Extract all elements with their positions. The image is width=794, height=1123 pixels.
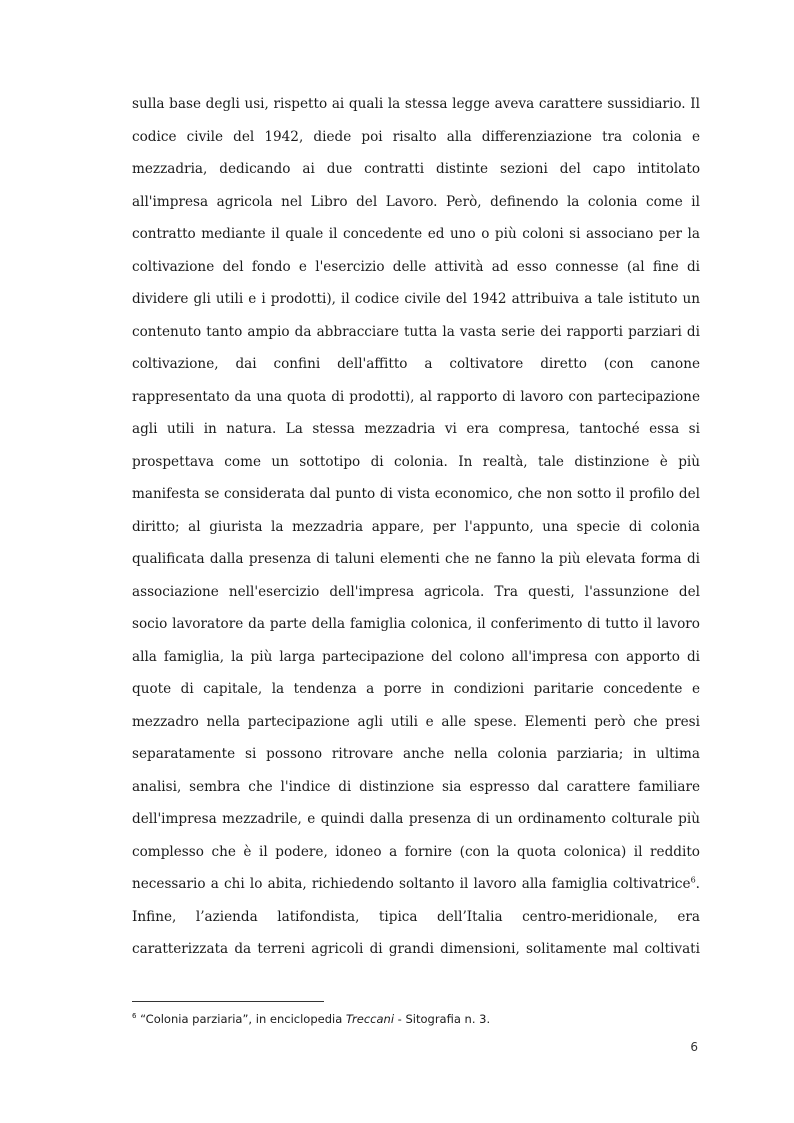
text-line: mezzadria, dedicando ai due contratti distinte sezioni del capo intitolato [132,161,700,177]
text-line: quote di capitale, la tendenza a porre in condizioni paritarie concedente e [132,681,700,697]
text-line: Infine, l’azienda latifondista, tipica dell’Italia centro-meridionale, era [132,908,700,925]
body-paragraph [132,88,700,966]
text-line: dell'impresa mezzadrile, e quindi dalla presenza di un ordinamento colturale più [132,811,700,827]
text-line: analisi, sembra che l'indice di distinzione sia espresso dal carattere familiare [132,778,700,795]
footnote [132,1012,490,1026]
footnote-italic-source: Treccani [345,1012,395,1026]
text-line: caratterizzata da terreni agricoli di grandi dimensioni, solitamente mal coltivati [132,941,700,957]
page-number: 6 [690,1040,698,1054]
text-line: sulla base degli usi, rispetto ai quali la stessa legge aveva carattere sussidiario. Il [132,96,700,112]
footnote-reference[interactable]: 6 [690,875,696,885]
footnote-text-before: “Colonia parziaria”, in enciclopedia [136,1012,346,1026]
text-line: coltivazione, dai confini dell'affitto a coltivatore diretto (con canone [132,356,700,372]
text-line: separatamente si possono ritrovare anche nella colonia parziaria; in ultima [132,746,700,762]
text-line: agli utili in natura. La stessa mezzadria vi era compresa, tantoché essa si [132,421,700,437]
footnote-separator [132,1001,324,1002]
text-line: coltivazione del fondo e l'esercizio delle attività ad esso connesse (al fine di [132,258,700,275]
text-line: socio lavoratore da parte della famiglia colonica, il conferimento di tutto il lavoro [132,616,700,632]
footnote-number: 6 [132,1012,137,1021]
text-line: alla famiglia, la più larga partecipazione del colono all'impresa con apporto di [132,648,700,665]
text-line: rappresentato da una quota di prodotti), al rapporto di lavoro con partecipazione [132,388,700,405]
text-line: qualificata dalla presenza di taluni elementi che ne fanno la più elevata forma di [132,551,700,567]
text-line: codice civile del 1942, diede poi risalto alla differenziazione tra colonia e [132,128,700,145]
footnote-text-after: - Sitografia n. 3. [394,1012,491,1026]
text-line: manifesta se considerata dal punto di vista economico, che non sotto il profilo del [132,486,700,502]
text-line: contenuto tanto ampio da abbracciare tutta la vasta serie dei rapporti parziari di [132,323,700,340]
text-line: all'impresa agricola nel Libro del Lavoro. Però, definendo la colonia come il [132,193,700,210]
text-line-content: necessario a chi lo abita, richiedendo soltanto il lavoro alla famiglia coltivatrice [132,876,691,892]
text-line: diritto; al giurista la mezzadria appare, per l'appunto, una specie di colonia [132,518,700,535]
text-line: prospettava come un sottotipo di colonia. In realtà, tale distinzione è più [132,453,700,470]
text-line-with-footnote [132,868,700,901]
sentence-period: . [695,876,700,892]
text-line: complesso che è il podere, idoneo a fornire (con la quota colonica) il reddito [132,843,700,860]
text-line: mezzadro nella partecipazione agli utili e alle spese. Elementi però che presi [132,713,700,730]
text-line: contratto mediante il quale il concedente ed uno o più coloni si associano per la [132,226,700,242]
text-line: dividere gli utili e i prodotti), il codice civile del 1942 attribuiva a tale istituto un [132,291,700,307]
text-line: associazione nell'esercizio dell'impresa agricola. Tra questi, l'assunzione del [132,583,700,600]
